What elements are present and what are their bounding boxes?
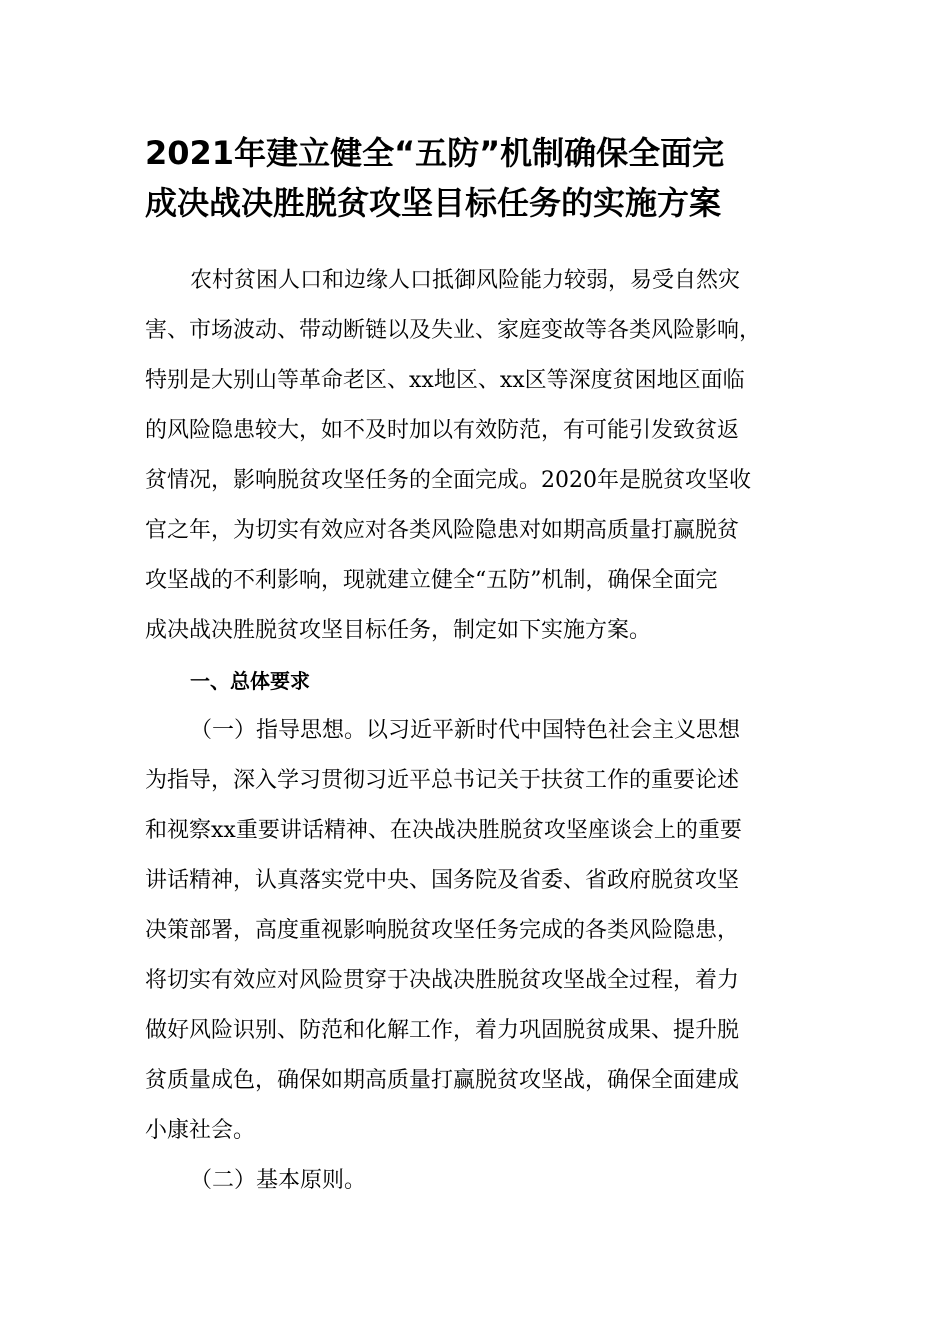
paragraph-line: 的风险隐患较大，如不及时加以有效防范，有可能引发致贫返	[145, 418, 740, 443]
document-body	[145, 256, 810, 1206]
intro-paragraph	[145, 256, 810, 656]
paragraph-line: （一）指导思想。以习近平新时代中国特色社会主义思想	[190, 718, 741, 743]
paragraph-line: 和视察xx重要讲话精神、在决战决胜脱贫攻坚座谈会上的重要	[145, 818, 742, 843]
paragraph-line: 成决战决胜脱贫攻坚目标任务，制定如下实施方案。	[145, 618, 652, 643]
guiding-ideology-paragraph	[145, 706, 810, 1156]
paragraph-line: （二）基本原则。	[190, 1168, 367, 1193]
basic-principles-paragraph	[145, 1156, 810, 1206]
section-heading: 一、总体要求	[190, 669, 310, 693]
paragraph-line: 攻坚战的不利影响，现就建立健全“五防”机制，确保全面完	[145, 568, 718, 593]
paragraph-line: 决策部署，高度重视影响脱贫攻坚任务完成的各类风险隐患，	[145, 918, 740, 943]
paragraph-line: 农村贫困人口和边缘人口抵御风险能力较弱，易受自然灾	[190, 268, 741, 293]
paragraph-line: 特别是大别山等革命老区、xx地区、xx区等深度贫困地区面临	[145, 368, 745, 393]
paragraph-line: 将切实有效应对风险贯穿于决战决胜脱贫攻坚战全过程，着力	[145, 968, 740, 993]
title-line-2: 成决战决胜脱贫攻坚目标任务的实施方案	[145, 184, 722, 222]
paragraph-line: 为指导，深入学习贯彻习近平总书记关于扶贫工作的重要论述	[145, 768, 740, 793]
document-title	[145, 128, 810, 228]
paragraph-line: 小康社会。	[145, 1118, 256, 1143]
paragraph-line: 贫情况，影响脱贫攻坚任务的全面完成。2020年是脱贫攻坚收	[145, 468, 751, 493]
title-line-1: 2021年建立健全“五防”机制确保全面完	[145, 134, 725, 172]
paragraph-line: 做好风险识别、防范和化解工作，着力巩固脱贫成果、提升脱	[145, 1018, 740, 1043]
paragraph-line: 官之年，为切实有效应对各类风险隐患对如期高质量打赢脱贫	[145, 518, 740, 543]
paragraph-line: 贫质量成色，确保如期高质量打赢脱贫攻坚战，确保全面建成	[145, 1068, 740, 1093]
paragraph-line: 讲话精神，认真落实党中央、国务院及省委、省政府脱贫攻坚	[145, 868, 740, 893]
paragraph-line: 害、市场波动、带动断链以及失业、家庭变故等各类风险影响，	[145, 318, 762, 343]
